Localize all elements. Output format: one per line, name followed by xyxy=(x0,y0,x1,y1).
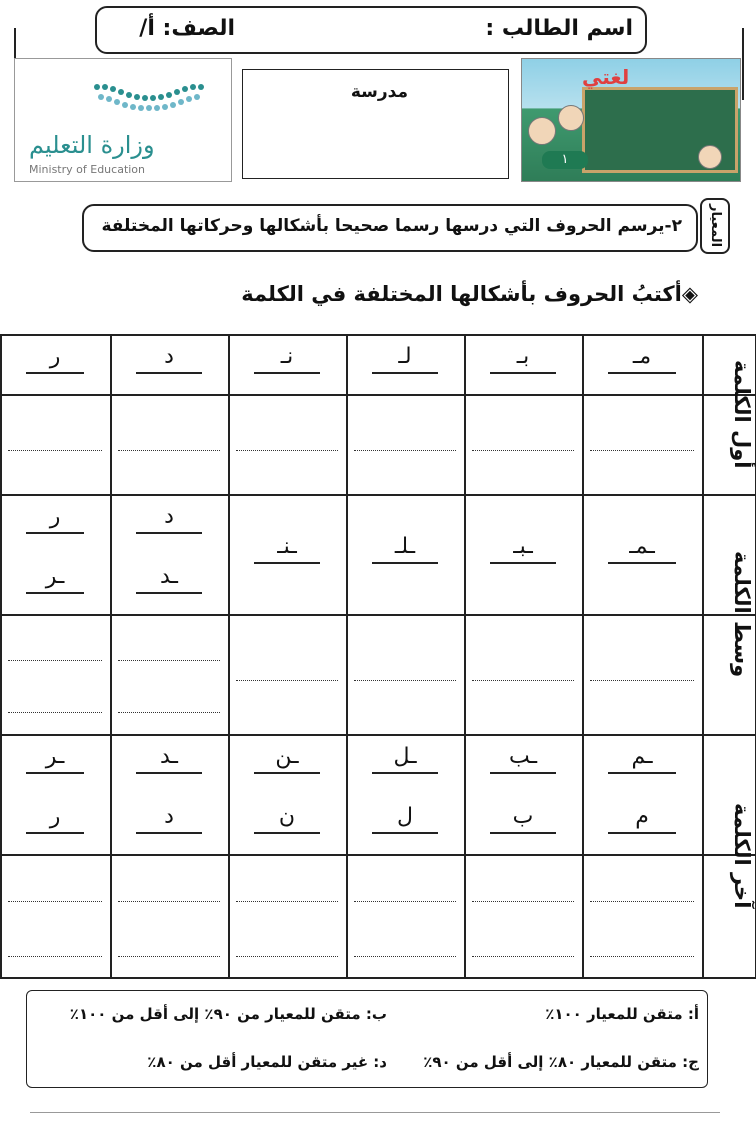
school-box xyxy=(242,69,509,179)
letter-form: ر xyxy=(49,804,61,829)
letter-baseline xyxy=(490,562,556,564)
school-label: مدرسة xyxy=(350,82,408,102)
grading-legend xyxy=(26,990,708,1088)
letter-baseline xyxy=(26,832,84,834)
ministry-arabic-name: وزارة التعليم xyxy=(29,131,155,159)
writing-line[interactable] xyxy=(472,680,574,681)
letter-form: ـن xyxy=(275,744,299,769)
child-illustration xyxy=(558,105,584,131)
letter-form: د xyxy=(164,804,174,829)
instruction-heading: ◈أكتبُ الحروف بأشكالها المختلفة في الكلمة xyxy=(241,282,698,306)
writing-line[interactable] xyxy=(590,450,694,451)
letter-baseline xyxy=(490,772,556,774)
letter-form: لـ xyxy=(398,344,412,369)
writing-line[interactable] xyxy=(236,956,338,957)
letter-form: ـد xyxy=(160,744,178,769)
letter-baseline xyxy=(26,772,84,774)
letter-form: ـد xyxy=(160,564,178,589)
writing-line[interactable] xyxy=(590,901,694,902)
letter-baseline xyxy=(136,532,202,534)
table-column-divider xyxy=(464,334,466,978)
letter-form: ـب xyxy=(508,744,538,769)
table-row-divider xyxy=(0,734,756,736)
letter-form: م xyxy=(635,804,649,829)
writing-line[interactable] xyxy=(472,450,574,451)
letter-baseline xyxy=(254,562,320,564)
letter-form: ـر xyxy=(45,564,65,589)
table-row-divider xyxy=(0,334,756,336)
writing-line[interactable] xyxy=(354,956,456,957)
letter-baseline xyxy=(136,592,202,594)
writing-line[interactable] xyxy=(472,901,574,902)
criterion-text: ٢-يرسم الحروف التي درسها رسما صحيحا بأشكالها وحركاتها المختلفة xyxy=(101,216,682,236)
writing-line[interactable] xyxy=(590,680,694,681)
letter-baseline xyxy=(254,832,320,834)
table-row-divider xyxy=(0,614,756,616)
letter-form: ـل xyxy=(393,744,417,769)
letter-baseline xyxy=(372,772,438,774)
child-illustration xyxy=(528,117,556,145)
letter-form: نـ xyxy=(280,344,294,369)
writing-line[interactable] xyxy=(236,450,338,451)
letter-baseline xyxy=(136,832,202,834)
letter-baseline xyxy=(372,562,438,564)
writing-line[interactable] xyxy=(118,450,220,451)
table-column-divider xyxy=(110,334,112,978)
book-number-badge: ١ xyxy=(542,151,588,169)
writing-line[interactable] xyxy=(8,956,102,957)
letter-form: ـمـ xyxy=(629,534,655,559)
letter-baseline xyxy=(136,772,202,774)
ministry-english-name: Ministry of Education xyxy=(29,163,146,176)
letter-baseline xyxy=(254,772,320,774)
row-label: أول الكلمة xyxy=(730,359,754,469)
logo-dots-icon xyxy=(91,81,211,115)
letter-baseline xyxy=(26,372,84,374)
letter-form: ب xyxy=(512,804,534,829)
writing-line[interactable] xyxy=(118,660,220,661)
letter-form: ن xyxy=(278,804,296,829)
letter-baseline xyxy=(608,772,676,774)
student-name-label: اسم الطالب : xyxy=(485,16,633,41)
table-column-divider xyxy=(0,334,2,978)
writing-line[interactable] xyxy=(354,450,456,451)
writing-line[interactable] xyxy=(118,956,220,957)
table-row-divider xyxy=(0,394,756,396)
book-title: لغتي xyxy=(582,65,630,89)
letter-form: د xyxy=(164,504,174,529)
letter-form: ر xyxy=(49,344,61,369)
letter-baseline xyxy=(608,562,676,564)
legend-b: ب: متقن للمعيار من ٩٠٪ إلى أقل من ١٠٠٪ xyxy=(69,1005,387,1023)
writing-line[interactable] xyxy=(8,660,102,661)
writing-line[interactable] xyxy=(236,901,338,902)
student-info-bar xyxy=(95,6,647,54)
letter-form: ـلـ xyxy=(394,534,416,559)
letter-baseline xyxy=(608,832,676,834)
writing-line[interactable] xyxy=(590,956,694,957)
letter-form: ل xyxy=(397,804,413,829)
legend-d: د: غير متقن للمعيار أقل من ٨٠٪ xyxy=(147,1053,387,1071)
ministry-logo xyxy=(14,58,232,182)
legend-a: أ: متقن للمعيار ١٠٠٪ xyxy=(545,1005,699,1023)
writing-line[interactable] xyxy=(8,901,102,902)
letter-baseline xyxy=(372,832,438,834)
writing-line[interactable] xyxy=(118,712,220,713)
letter-form: ـم xyxy=(631,744,653,769)
letter-form: ـبـ xyxy=(513,534,533,559)
letter-forms-table xyxy=(0,334,756,978)
row-label: وسط الكلمة xyxy=(730,550,754,678)
letter-baseline xyxy=(490,372,556,374)
textbook-cover-image xyxy=(521,58,741,182)
table-column-divider xyxy=(346,334,348,978)
letter-baseline xyxy=(26,592,84,594)
letter-baseline xyxy=(490,832,556,834)
letter-baseline xyxy=(136,372,202,374)
writing-line[interactable] xyxy=(354,680,456,681)
letter-baseline xyxy=(26,532,84,534)
table-column-divider xyxy=(228,334,230,978)
writing-line[interactable] xyxy=(236,680,338,681)
writing-line[interactable] xyxy=(118,901,220,902)
letter-form: بـ xyxy=(516,344,530,369)
criterion-tag: المعيار xyxy=(700,198,730,254)
writing-line[interactable] xyxy=(8,712,102,713)
legend-c: ج: متقن للمعيار ٨٠٪ إلى أقل من ٩٠٪ xyxy=(423,1053,699,1071)
letter-baseline xyxy=(608,372,676,374)
criterion-box xyxy=(82,204,698,252)
letter-form: ـر xyxy=(45,744,65,769)
table-row-divider xyxy=(0,977,756,979)
letter-baseline xyxy=(254,372,320,374)
writing-line[interactable] xyxy=(8,450,102,451)
letter-form: ر xyxy=(49,504,61,529)
table-column-divider xyxy=(582,334,584,978)
child-illustration xyxy=(698,145,722,169)
bottom-rule xyxy=(30,1112,720,1113)
letter-form: ـنـ xyxy=(277,534,297,559)
table-row-divider xyxy=(0,494,756,496)
table-row-divider xyxy=(0,854,756,856)
row-label: آخر الكلمة xyxy=(730,803,754,909)
writing-line[interactable] xyxy=(354,901,456,902)
letter-form: د xyxy=(164,344,174,369)
letter-baseline xyxy=(372,372,438,374)
writing-line[interactable] xyxy=(472,956,574,957)
class-label: الصف: أ/ xyxy=(139,16,235,41)
letter-form: مـ xyxy=(632,344,652,369)
